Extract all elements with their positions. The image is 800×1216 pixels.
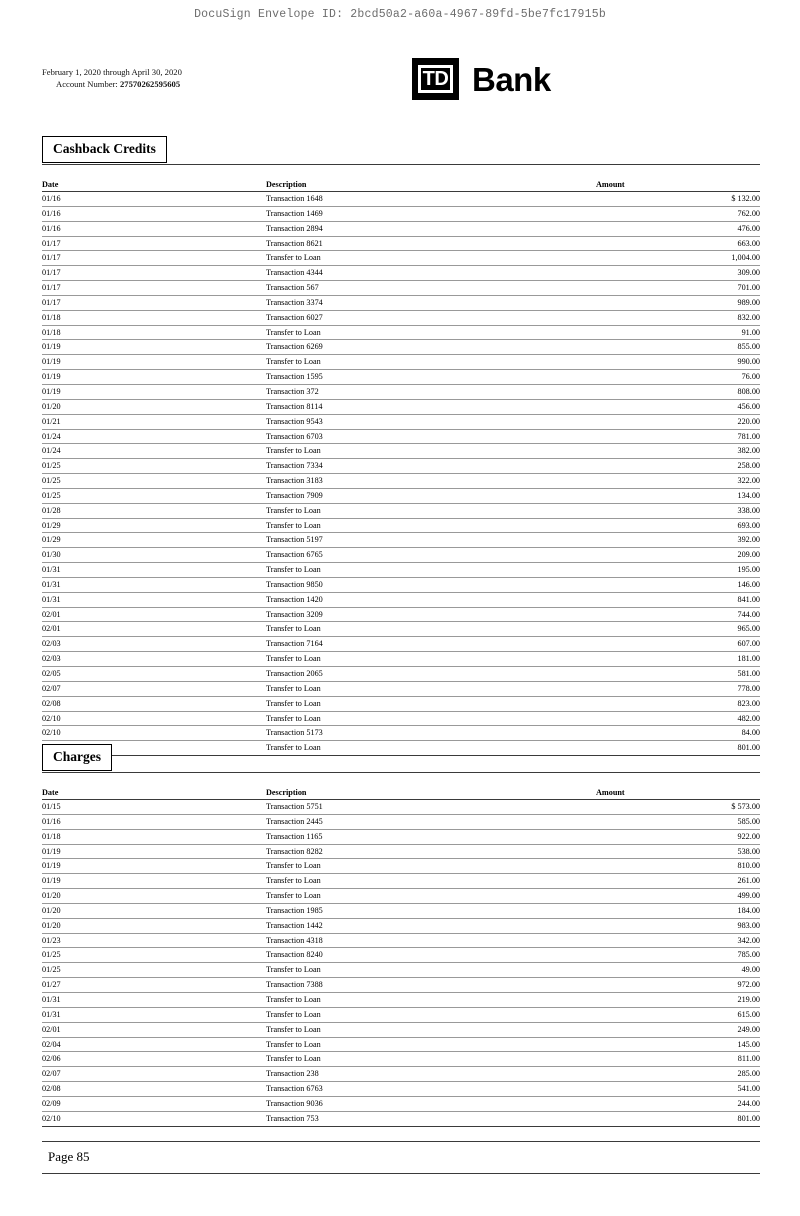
cell-description: Transaction 4318: [266, 933, 596, 948]
cell-amount: 832.00: [596, 310, 760, 325]
cell-date: 01/24: [42, 429, 266, 444]
table-row: [42, 992, 760, 1007]
cell-amount: 823.00: [596, 696, 760, 711]
column-header-amount: Amount: [596, 788, 625, 797]
cell-date: 01/25: [42, 459, 266, 474]
cell-description: Transaction 1595: [266, 370, 596, 385]
table-row: [42, 399, 760, 414]
cell-date: 01/20: [42, 399, 266, 414]
table-row: [42, 370, 760, 385]
cell-date: 01/31: [42, 592, 266, 607]
cell-description: Transfer to Loan: [266, 622, 596, 637]
section-title: Cashback Credits: [42, 136, 167, 163]
cell-date: 01/31: [42, 1007, 266, 1022]
cell-amount: 209.00: [596, 548, 760, 563]
cell-date: 01/18: [42, 829, 266, 844]
table-row: [42, 281, 760, 296]
cell-description: Transfer to Loan: [266, 859, 596, 874]
cell-date: 01/29: [42, 533, 266, 548]
cell-amount: 581.00: [596, 667, 760, 682]
table-row: [42, 488, 760, 503]
cell-description: Transaction 372: [266, 384, 596, 399]
cell-description: Transfer to Loan: [266, 696, 596, 711]
table-row: [42, 384, 760, 399]
cell-date: 01/31: [42, 577, 266, 592]
cell-description: Transfer to Loan: [266, 1007, 596, 1022]
cell-amount: 145.00: [596, 1037, 760, 1052]
table-row: [42, 1052, 760, 1067]
statement-meta: [42, 66, 182, 91]
cell-description: Transaction 8621: [266, 236, 596, 251]
cell-description: Transaction 1648: [266, 192, 596, 207]
table-header-row: [42, 180, 760, 192]
cell-date: 02/01: [42, 607, 266, 622]
table-row: [42, 1096, 760, 1111]
cell-amount: 220.00: [596, 414, 760, 429]
table-row: [42, 829, 760, 844]
section-1: [42, 744, 760, 1127]
cell-description: Transaction 7164: [266, 637, 596, 652]
cell-description: Transfer to Loan: [266, 1037, 596, 1052]
cell-description: Transfer to Loan: [266, 563, 596, 578]
cell-description: Transaction 7909: [266, 488, 596, 503]
section-divider: [42, 164, 760, 165]
table-row: [42, 355, 760, 370]
cell-date: 01/18: [42, 325, 266, 340]
cell-date: 01/25: [42, 948, 266, 963]
column-header-description: Description: [266, 788, 307, 797]
cell-amount: 49.00: [596, 963, 760, 978]
cell-description: Transfer to Loan: [266, 1022, 596, 1037]
cell-amount: 456.00: [596, 399, 760, 414]
cell-description: Transaction 9850: [266, 577, 596, 592]
section-0: [42, 136, 760, 756]
table-row: [42, 548, 760, 563]
cell-date: 02/08: [42, 1082, 266, 1097]
cell-description: Transfer to Loan: [266, 741, 596, 756]
cell-date: 01/19: [42, 370, 266, 385]
cell-amount: 693.00: [596, 518, 760, 533]
cell-amount: 134.00: [596, 488, 760, 503]
table-row: [42, 192, 760, 207]
cell-amount: 808.00: [596, 384, 760, 399]
cell-amount: 541.00: [596, 1082, 760, 1097]
cell-date: 01/21: [42, 414, 266, 429]
cell-date: 01/24: [42, 444, 266, 459]
cell-amount: 342.00: [596, 933, 760, 948]
cell-date: 01/30: [42, 548, 266, 563]
table-row: [42, 889, 760, 904]
cell-amount: 983.00: [596, 918, 760, 933]
cell-description: Transfer to Loan: [266, 681, 596, 696]
cell-date: 01/17: [42, 266, 266, 281]
cell-date: 02/08: [42, 696, 266, 711]
table-row: [42, 325, 760, 340]
cell-date: 01/17: [42, 295, 266, 310]
cell-date: 01/20: [42, 918, 266, 933]
cell-description: Transfer to Loan: [266, 355, 596, 370]
table-row: [42, 948, 760, 963]
cell-amount: 76.00: [596, 370, 760, 385]
cell-description: Transfer to Loan: [266, 1052, 596, 1067]
cell-amount: 258.00: [596, 459, 760, 474]
cell-amount: 322.00: [596, 474, 760, 489]
cell-amount: 781.00: [596, 429, 760, 444]
table-row: [42, 711, 760, 726]
cell-date: 01/16: [42, 192, 266, 207]
cell-description: Transaction 5751: [266, 800, 596, 815]
table-row: [42, 221, 760, 236]
cell-amount: 219.00: [596, 992, 760, 1007]
cell-amount: 762.00: [596, 206, 760, 221]
cell-amount: 990.00: [596, 355, 760, 370]
cell-amount: 744.00: [596, 607, 760, 622]
transactions-table: [42, 180, 760, 756]
cell-amount: 801.00: [596, 741, 760, 756]
table-row: [42, 444, 760, 459]
cell-amount: 785.00: [596, 948, 760, 963]
page-footer: [42, 1141, 760, 1174]
section-header: [42, 136, 760, 166]
cell-description: Transaction 4344: [266, 266, 596, 281]
cell-date: 01/20: [42, 889, 266, 904]
cell-amount: 338.00: [596, 503, 760, 518]
cell-amount: 261.00: [596, 874, 760, 889]
cell-description: Transaction 753: [266, 1111, 596, 1126]
cell-amount: 146.00: [596, 577, 760, 592]
cell-description: Transaction 2894: [266, 221, 596, 236]
cell-description: Transaction 8114: [266, 399, 596, 414]
cell-date: 01/19: [42, 844, 266, 859]
cell-date: 02/03: [42, 637, 266, 652]
table-row: [42, 1007, 760, 1022]
table-row: [42, 814, 760, 829]
cell-date: 01/19: [42, 859, 266, 874]
table-row: [42, 1037, 760, 1052]
table-row: [42, 266, 760, 281]
cell-amount: 184.00: [596, 903, 760, 918]
cell-description: Transfer to Loan: [266, 251, 596, 266]
cell-description: Transaction 9036: [266, 1096, 596, 1111]
cell-amount: 841.00: [596, 592, 760, 607]
cell-amount: 91.00: [596, 325, 760, 340]
cell-amount: 778.00: [596, 681, 760, 696]
brand-wordmark: Bank: [472, 60, 551, 98]
table-row: [42, 459, 760, 474]
table-row: [42, 414, 760, 429]
cell-date: 02/09: [42, 1096, 266, 1111]
statement-period: February 1, 2020 through April 30, 2020: [42, 67, 182, 77]
cell-amount: 499.00: [596, 889, 760, 904]
td-bank-logo: [412, 58, 551, 100]
cell-amount: 538.00: [596, 844, 760, 859]
column-header-date: Date: [42, 180, 59, 189]
cell-description: Transaction 6703: [266, 429, 596, 444]
cell-date: 01/19: [42, 340, 266, 355]
table-row: [42, 637, 760, 652]
cell-date: 01/25: [42, 488, 266, 503]
cell-date: 01/18: [42, 310, 266, 325]
cell-description: Transaction 6269: [266, 340, 596, 355]
cell-date: 01/25: [42, 474, 266, 489]
cell-amount: 244.00: [596, 1096, 760, 1111]
cell-amount: 585.00: [596, 814, 760, 829]
cell-date: 01/28: [42, 503, 266, 518]
table-row: [42, 206, 760, 221]
cell-description: Transfer to Loan: [266, 503, 596, 518]
cell-description: Transaction 2065: [266, 667, 596, 682]
cell-amount: 855.00: [596, 340, 760, 355]
cell-date: 02/10: [42, 711, 266, 726]
cell-amount: 615.00: [596, 1007, 760, 1022]
table-row: [42, 503, 760, 518]
table-row: [42, 577, 760, 592]
cell-amount: 989.00: [596, 295, 760, 310]
cell-amount: 922.00: [596, 829, 760, 844]
table-row: [42, 1022, 760, 1037]
cell-date: 02/10: [42, 726, 266, 741]
table-row: [42, 681, 760, 696]
table-row: [42, 533, 760, 548]
account-number-value: 27570262595605: [119, 79, 181, 90]
cell-amount: 663.00: [596, 236, 760, 251]
cell-date: 02/04: [42, 1037, 266, 1052]
cell-date: 01/19: [42, 874, 266, 889]
cell-date: 02/01: [42, 1022, 266, 1037]
td-monogram: TD: [418, 65, 453, 93]
cell-date: 02/05: [42, 667, 266, 682]
cell-amount: 382.00: [596, 444, 760, 459]
table-row: [42, 978, 760, 993]
section-title: Charges: [42, 744, 112, 771]
cell-amount: 476.00: [596, 221, 760, 236]
cell-date: 01/17: [42, 236, 266, 251]
column-header-description: Description: [266, 180, 307, 189]
table-row: [42, 874, 760, 889]
cell-date: 02/10: [42, 1111, 266, 1126]
table-row: [42, 236, 760, 251]
table-row: [42, 667, 760, 682]
cell-date: 01/23: [42, 933, 266, 948]
table-row: [42, 933, 760, 948]
table-row: [42, 696, 760, 711]
cell-date: 02/07: [42, 681, 266, 696]
table-row: [42, 859, 760, 874]
cell-description: Transaction 9543: [266, 414, 596, 429]
column-header-date: Date: [42, 788, 59, 797]
cell-description: Transaction 2445: [266, 814, 596, 829]
cell-amount: 392.00: [596, 533, 760, 548]
cell-amount: 607.00: [596, 637, 760, 652]
cell-amount: 811.00: [596, 1052, 760, 1067]
cell-amount: 701.00: [596, 281, 760, 296]
table-row: [42, 518, 760, 533]
footer-rule-bottom: [42, 1173, 760, 1174]
cell-date: 01/16: [42, 814, 266, 829]
account-number-label: Account Number:: [56, 79, 118, 90]
cell-description: Transfer to Loan: [266, 992, 596, 1007]
cell-date: 02/01: [42, 622, 266, 637]
table-row: [42, 563, 760, 578]
cell-description: Transaction 5197: [266, 533, 596, 548]
table-row: [42, 295, 760, 310]
cell-amount: 482.00: [596, 711, 760, 726]
account-number-line: [42, 78, 182, 90]
cell-description: Transaction 8240: [266, 948, 596, 963]
cell-amount: 285.00: [596, 1067, 760, 1082]
cell-description: Transfer to Loan: [266, 652, 596, 667]
cell-description: Transaction 567: [266, 281, 596, 296]
cell-description: Transaction 238: [266, 1067, 596, 1082]
cell-date: 01/19: [42, 355, 266, 370]
cell-amount: 972.00: [596, 978, 760, 993]
cell-description: Transaction 1469: [266, 206, 596, 221]
table-row: [42, 844, 760, 859]
transactions-table: [42, 788, 760, 1127]
section-divider: [42, 772, 760, 773]
column-header-amount: Amount: [596, 180, 625, 189]
cell-amount: 810.00: [596, 859, 760, 874]
cell-amount: 84.00: [596, 726, 760, 741]
table-row: [42, 592, 760, 607]
table-row: [42, 963, 760, 978]
cell-date: 01/16: [42, 206, 266, 221]
cell-date: 01/15: [42, 800, 266, 815]
table-row: [42, 1111, 760, 1126]
cell-amount: $ 573.00: [596, 800, 760, 815]
cell-date: 01/17: [42, 281, 266, 296]
table-row: [42, 903, 760, 918]
table-row: [42, 1082, 760, 1097]
table-row: [42, 340, 760, 355]
cell-date: 01/29: [42, 518, 266, 533]
cell-description: Transaction 7388: [266, 978, 596, 993]
cell-date: 01/27: [42, 978, 266, 993]
table-header-row: [42, 788, 760, 800]
page-number: Page 85: [48, 1149, 90, 1164]
docusign-envelope-id: DocuSign Envelope ID: 2bcd50a2-a60a-4967-89fd-5be7fc17915b: [194, 8, 606, 21]
cell-date: 01/19: [42, 384, 266, 399]
cell-description: Transaction 6027: [266, 310, 596, 325]
table-row: [42, 251, 760, 266]
cell-date: 01/31: [42, 563, 266, 578]
cell-description: Transfer to Loan: [266, 711, 596, 726]
cell-description: Transfer to Loan: [266, 518, 596, 533]
table-row: [42, 474, 760, 489]
cell-description: Transfer to Loan: [266, 325, 596, 340]
cell-description: Transfer to Loan: [266, 963, 596, 978]
cell-description: Transaction 8282: [266, 844, 596, 859]
cell-date: 02/06: [42, 1052, 266, 1067]
cell-date: 01/20: [42, 903, 266, 918]
cell-date: 02/03: [42, 652, 266, 667]
cell-description: Transfer to Loan: [266, 889, 596, 904]
cell-description: Transaction 3374: [266, 295, 596, 310]
cell-description: Transaction 1442: [266, 918, 596, 933]
cell-amount: 249.00: [596, 1022, 760, 1037]
cell-amount: 1,004.00: [596, 251, 760, 266]
section-header: [42, 744, 760, 774]
cell-amount: 195.00: [596, 563, 760, 578]
table-row: [42, 1067, 760, 1082]
cell-date: 01/25: [42, 963, 266, 978]
table-row: [42, 607, 760, 622]
table-row: [42, 918, 760, 933]
cell-description: Transaction 3183: [266, 474, 596, 489]
table-row: [42, 429, 760, 444]
cell-date: 01/31: [42, 992, 266, 1007]
cell-date: 01/16: [42, 221, 266, 236]
cell-description: Transaction 6765: [266, 548, 596, 563]
table-row: [42, 726, 760, 741]
cell-description: Transaction 3209: [266, 607, 596, 622]
cell-description: Transaction 7334: [266, 459, 596, 474]
cell-date: 01/17: [42, 251, 266, 266]
cell-description: Transaction 6763: [266, 1082, 596, 1097]
cell-date: 02/07: [42, 1067, 266, 1082]
cell-description: Transfer to Loan: [266, 444, 596, 459]
table-row: [42, 800, 760, 815]
cell-amount: 801.00: [596, 1111, 760, 1126]
cell-description: Transaction 5173: [266, 726, 596, 741]
cell-description: Transaction 1985: [266, 903, 596, 918]
cell-description: Transaction 1420: [266, 592, 596, 607]
table-row: [42, 622, 760, 637]
cell-amount: $ 132.00: [596, 192, 760, 207]
cell-amount: 309.00: [596, 266, 760, 281]
cell-amount: 181.00: [596, 652, 760, 667]
table-row: [42, 652, 760, 667]
cell-description: Transfer to Loan: [266, 874, 596, 889]
cell-amount: 965.00: [596, 622, 760, 637]
table-row: [42, 310, 760, 325]
cell-description: Transaction 1165: [266, 829, 596, 844]
td-shield-icon: [412, 58, 459, 100]
